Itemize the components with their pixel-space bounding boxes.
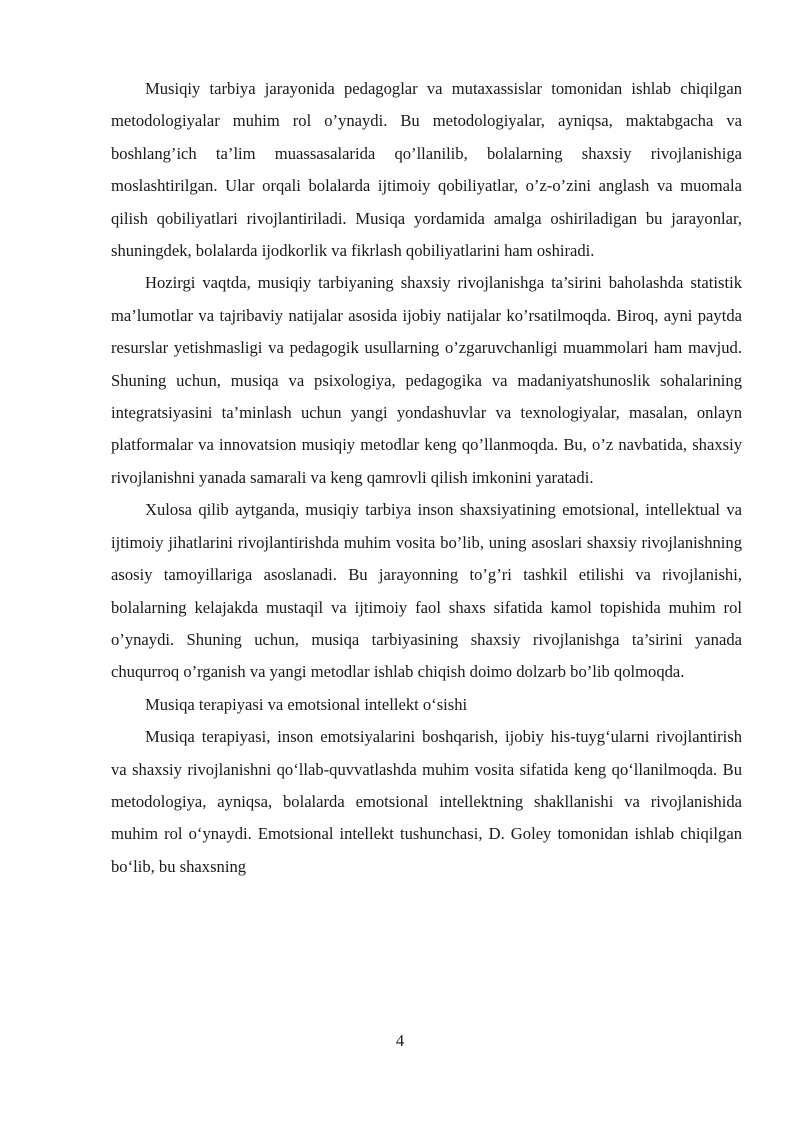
paragraph-methodologies: Musiqiy tarbiya jarayonida pedagoglar va mutaxassislar tomonidan ishlab chiqilgan metodologiyalar muhim rol o’ynaydi. Bu metodologiyalar, ayniqsa, maktabgacha va boshlang’ich ta’lim muassasalarida qo’llanilib, bolalarning shaxsiy rivojlanishiga moslashtirilgan. Ular orqali bolalarda ijtimoiy qobiliyatlar, o’z-o’zini anglash va muomala qilish qobiliyatlari rivojlantiriladi. Musiqa yordamida amalga oshiriladigan bu jarayonlar, shuningdek, bolalarda ijodkorlik va fikrlash qobiliyatlarini ham oshiradi. [111,79,742,261]
paragraph-music-therapy: Musiqa terapiyasi, inson emotsiyalarini boshqarish, ijobiy his-tuyg‘ularni rivojlantirish va shaxsiy rivojlanishni qo‘llab-quvvatlashda muhim vosita sifatida keng qo‘llanilmoqda. Bu metodologiya, ayniqsa, bolalarda emotsional intellektning shakllanishi va rivojlanishida muhim rol o‘ynaydi. Emotsional intellekt tushunchasi, D. Goley tomonidan ishlab chiqilgan bo‘lib, bu shaxsning [111,727,742,876]
paragraph-conclusion: Xulosa qilib aytganda, musiqiy tarbiya inson shaxsiyatining emotsional, intellektual va ijtimoiy jihatlarini rivojlantirishda muhim vosita bo’lib, uning asoslari shaxsiy rivojlanishning asosiy tamoyillariga asoslanadi. Bu jarayonning to’g’ri tashkil etilishi va rivojlanishi, bolalarning kelajakda mustaqil va ijtimoiy faol shaxs sifatida kamol topishida muhim rol o’ynaydi. Shuning uchun, musiqa tarbiyasining shaxsiy rivojlanishga ta’sirini yanada chuqurroq o’rganish va yangi metodlar ishlab chiqish doimo dolzarb bo’lib qolmoqda. [111,500,742,682]
page-number: 4 [395,1031,405,1050]
paragraph-current-state: Hozirgi vaqtda, musiqiy tarbiyaning shaxsiy rivojlanishga ta’sirini baholashda statistik ma’lumotlar va tajribaviy natijalar asosida ijobiy natijalar ko’rsatilmoqda. Biroq, ayni paytda resurslar yetishmasligi va pedagogik usullarning o’zgaruvchanligi muammolari ham mavjud. Shuning uchun, musiqa va psixologiya, pedagogika va madaniyatshunoslik sohalarining integratsiyasini ta’minlash uchun yangi yondashuvlar va texnologiyalar, masalan, onlayn platformalar va innovatsion musiqiy metodlar keng qo’llanmoqda. Bu, o’z navbatida, shaxsiy rivojlanishni yanada samarali va keng qamrovli qilish imkonini yaratadi. [111,273,742,487]
page-body [111,73,742,883]
section-heading: Musiqa terapiyasi va emotsional intellekt o‘sishi [145,694,468,714]
